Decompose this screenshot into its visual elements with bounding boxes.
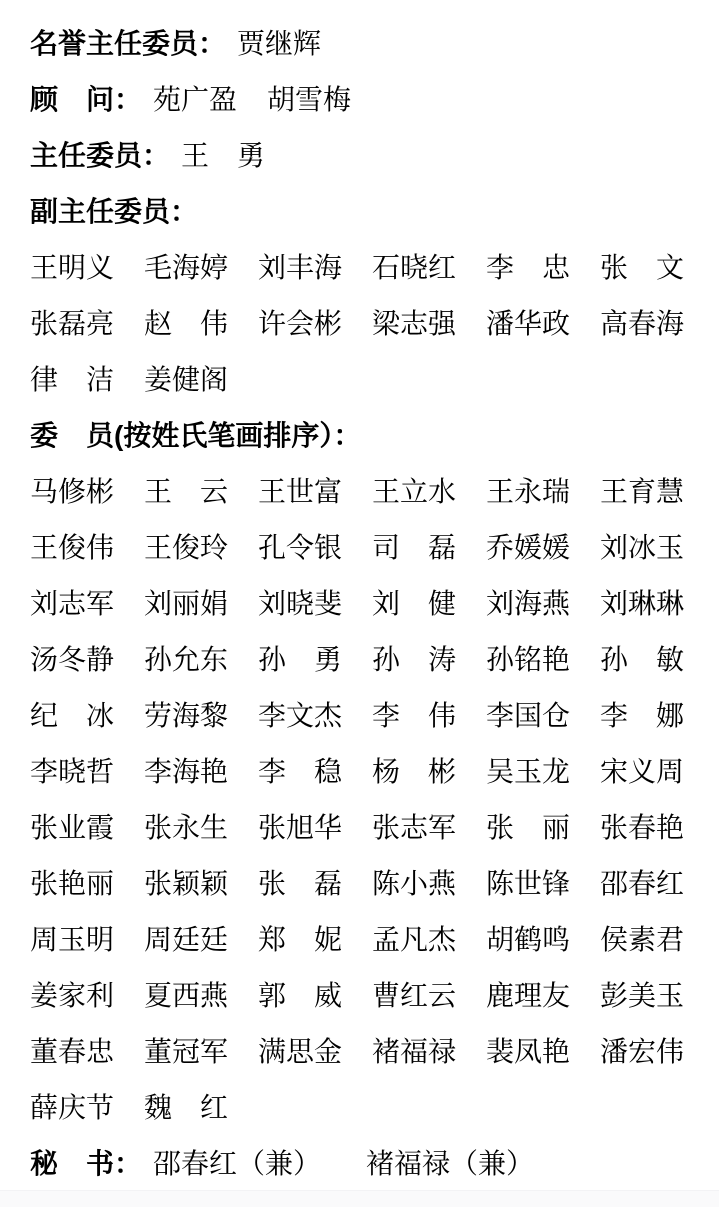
advisors-line	[30, 70, 719, 126]
person-name: 孔令银	[258, 532, 343, 563]
person-name: 张艳丽	[30, 868, 115, 899]
name-row	[30, 574, 719, 630]
person-name: 李文杰	[258, 700, 343, 731]
person-name: 张 丽	[486, 812, 571, 843]
person-name: 裴凤艳	[486, 1036, 571, 1067]
person-name: 邵春红	[600, 868, 685, 899]
name-row	[30, 1022, 719, 1078]
person-name: 张 磊	[258, 868, 343, 899]
person-name: 张 文	[600, 252, 685, 283]
person-name: 王俊伟	[30, 532, 115, 563]
name-row	[30, 854, 719, 910]
person-name: 王永瑞	[486, 476, 571, 507]
person-name: 张磊亮	[30, 308, 115, 339]
person-name: 王明义	[30, 252, 115, 283]
person-name: 侯素君	[600, 924, 685, 955]
secretary-line	[30, 1134, 719, 1190]
person-name: 郑 妮	[258, 924, 343, 955]
person-name: 李晓哲	[30, 756, 115, 787]
person-name: 司 磊	[372, 532, 457, 563]
page-bottom-edge	[0, 1190, 719, 1207]
person-name: 孙 敏	[600, 644, 685, 675]
advisors-label: 顾 问：	[30, 84, 143, 115]
person-name: 刘海燕	[486, 588, 571, 619]
person-name: 李 娜	[600, 700, 685, 731]
person-name: 石晓红	[372, 252, 457, 283]
name-row	[30, 1078, 719, 1134]
person-name: 王 云	[144, 476, 229, 507]
honorary-director-name: 贾继辉	[237, 28, 322, 59]
person-name: 董春忠	[30, 1036, 115, 1067]
person-name: 刘晓斐	[258, 588, 343, 619]
person-name: 许会彬	[258, 308, 343, 339]
name-row	[30, 294, 719, 350]
person-name: 刘丰海	[258, 252, 343, 283]
director-label: 主任委员：	[30, 140, 171, 171]
person-name: 姜家利	[30, 980, 115, 1011]
person-name: 孙 勇	[258, 644, 343, 675]
person-name: 潘宏伟	[600, 1036, 685, 1067]
members-label: 委 员(按姓氏笔画排序）：	[30, 420, 362, 451]
person-name: 宋义周	[600, 756, 685, 787]
person-name: 刘丽娟	[144, 588, 229, 619]
person-name: 孟凡杰	[372, 924, 457, 955]
person-name: 潘华政	[486, 308, 571, 339]
advisor-name: 胡雪梅	[267, 84, 352, 115]
person-name: 纪 冰	[30, 700, 115, 731]
person-name: 李 伟	[372, 700, 457, 731]
person-name: 张业霞	[30, 812, 115, 843]
person-name: 刘 健	[372, 588, 457, 619]
person-name: 马修彬	[30, 476, 115, 507]
person-name: 汤冬静	[30, 644, 115, 675]
person-name: 孙铭艳	[486, 644, 571, 675]
honorary-director-label: 名誉主任委员：	[30, 28, 227, 59]
person-name: 彭美玉	[600, 980, 685, 1011]
person-name: 刘冰玉	[600, 532, 685, 563]
person-name: 张志军	[372, 812, 457, 843]
deputy-directors-label: 副主任委员：	[30, 196, 199, 227]
name-row	[30, 462, 719, 518]
members-list	[30, 462, 719, 1134]
person-name: 鹿理友	[486, 980, 571, 1011]
person-name: 梁志强	[372, 308, 457, 339]
person-name: 夏西燕	[144, 980, 229, 1011]
advisor-name: 苑广盈	[153, 84, 238, 115]
name-row	[30, 686, 719, 742]
person-name: 王俊玲	[144, 532, 229, 563]
name-row	[30, 238, 719, 294]
person-name: 刘志军	[30, 588, 115, 619]
person-name: 张旭华	[258, 812, 343, 843]
person-name: 张颖颖	[144, 868, 229, 899]
person-name: 郭 威	[258, 980, 343, 1011]
person-name: 王育慧	[600, 476, 685, 507]
honorary-director-line	[30, 14, 719, 70]
secretary-label: 秘 书：	[30, 1148, 143, 1179]
person-name: 孙允东	[144, 644, 229, 675]
person-name: 毛海婷	[144, 252, 229, 283]
name-row	[30, 518, 719, 574]
person-name: 胡鹤鸣	[486, 924, 571, 955]
person-name: 高春海	[600, 308, 685, 339]
person-name: 劳海黎	[144, 700, 229, 731]
person-name: 王世富	[258, 476, 343, 507]
person-name: 满思金	[258, 1036, 343, 1067]
name-row	[30, 910, 719, 966]
secretary-name: 邵春红（兼）	[153, 1148, 322, 1179]
deputy-directors-list	[30, 238, 719, 406]
director-name: 王 勇	[181, 140, 266, 171]
person-name: 刘琳琳	[600, 588, 685, 619]
secretary-name: 褚福禄（兼）	[366, 1148, 535, 1179]
name-row	[30, 742, 719, 798]
name-row	[30, 350, 719, 406]
person-name: 律 洁	[30, 364, 115, 395]
person-name: 陈小燕	[372, 868, 457, 899]
name-row	[30, 798, 719, 854]
person-name: 李 忠	[486, 252, 571, 283]
person-name: 陈世锋	[486, 868, 571, 899]
person-name: 张春艳	[600, 812, 685, 843]
name-row	[30, 966, 719, 1022]
person-name: 董冠军	[144, 1036, 229, 1067]
director-line	[30, 126, 719, 182]
deputy-directors-heading	[30, 182, 719, 238]
person-name: 魏 红	[144, 1092, 229, 1123]
person-name: 杨 彬	[372, 756, 457, 787]
person-name: 曹红云	[372, 980, 457, 1011]
person-name: 李 稳	[258, 756, 343, 787]
person-name: 姜健阁	[144, 364, 229, 395]
person-name: 周玉明	[30, 924, 115, 955]
person-name: 乔媛媛	[486, 532, 571, 563]
person-name: 薛庆节	[30, 1092, 115, 1123]
person-name: 赵 伟	[144, 308, 229, 339]
person-name: 褚福禄	[372, 1036, 457, 1067]
person-name: 李海艳	[144, 756, 229, 787]
person-name: 张永生	[144, 812, 229, 843]
members-heading	[30, 406, 719, 462]
person-name: 周廷廷	[144, 924, 229, 955]
person-name: 王立水	[372, 476, 457, 507]
person-name: 吴玉龙	[486, 756, 571, 787]
person-name: 孙 涛	[372, 644, 457, 675]
name-row	[30, 630, 719, 686]
person-name: 李国仓	[486, 700, 571, 731]
